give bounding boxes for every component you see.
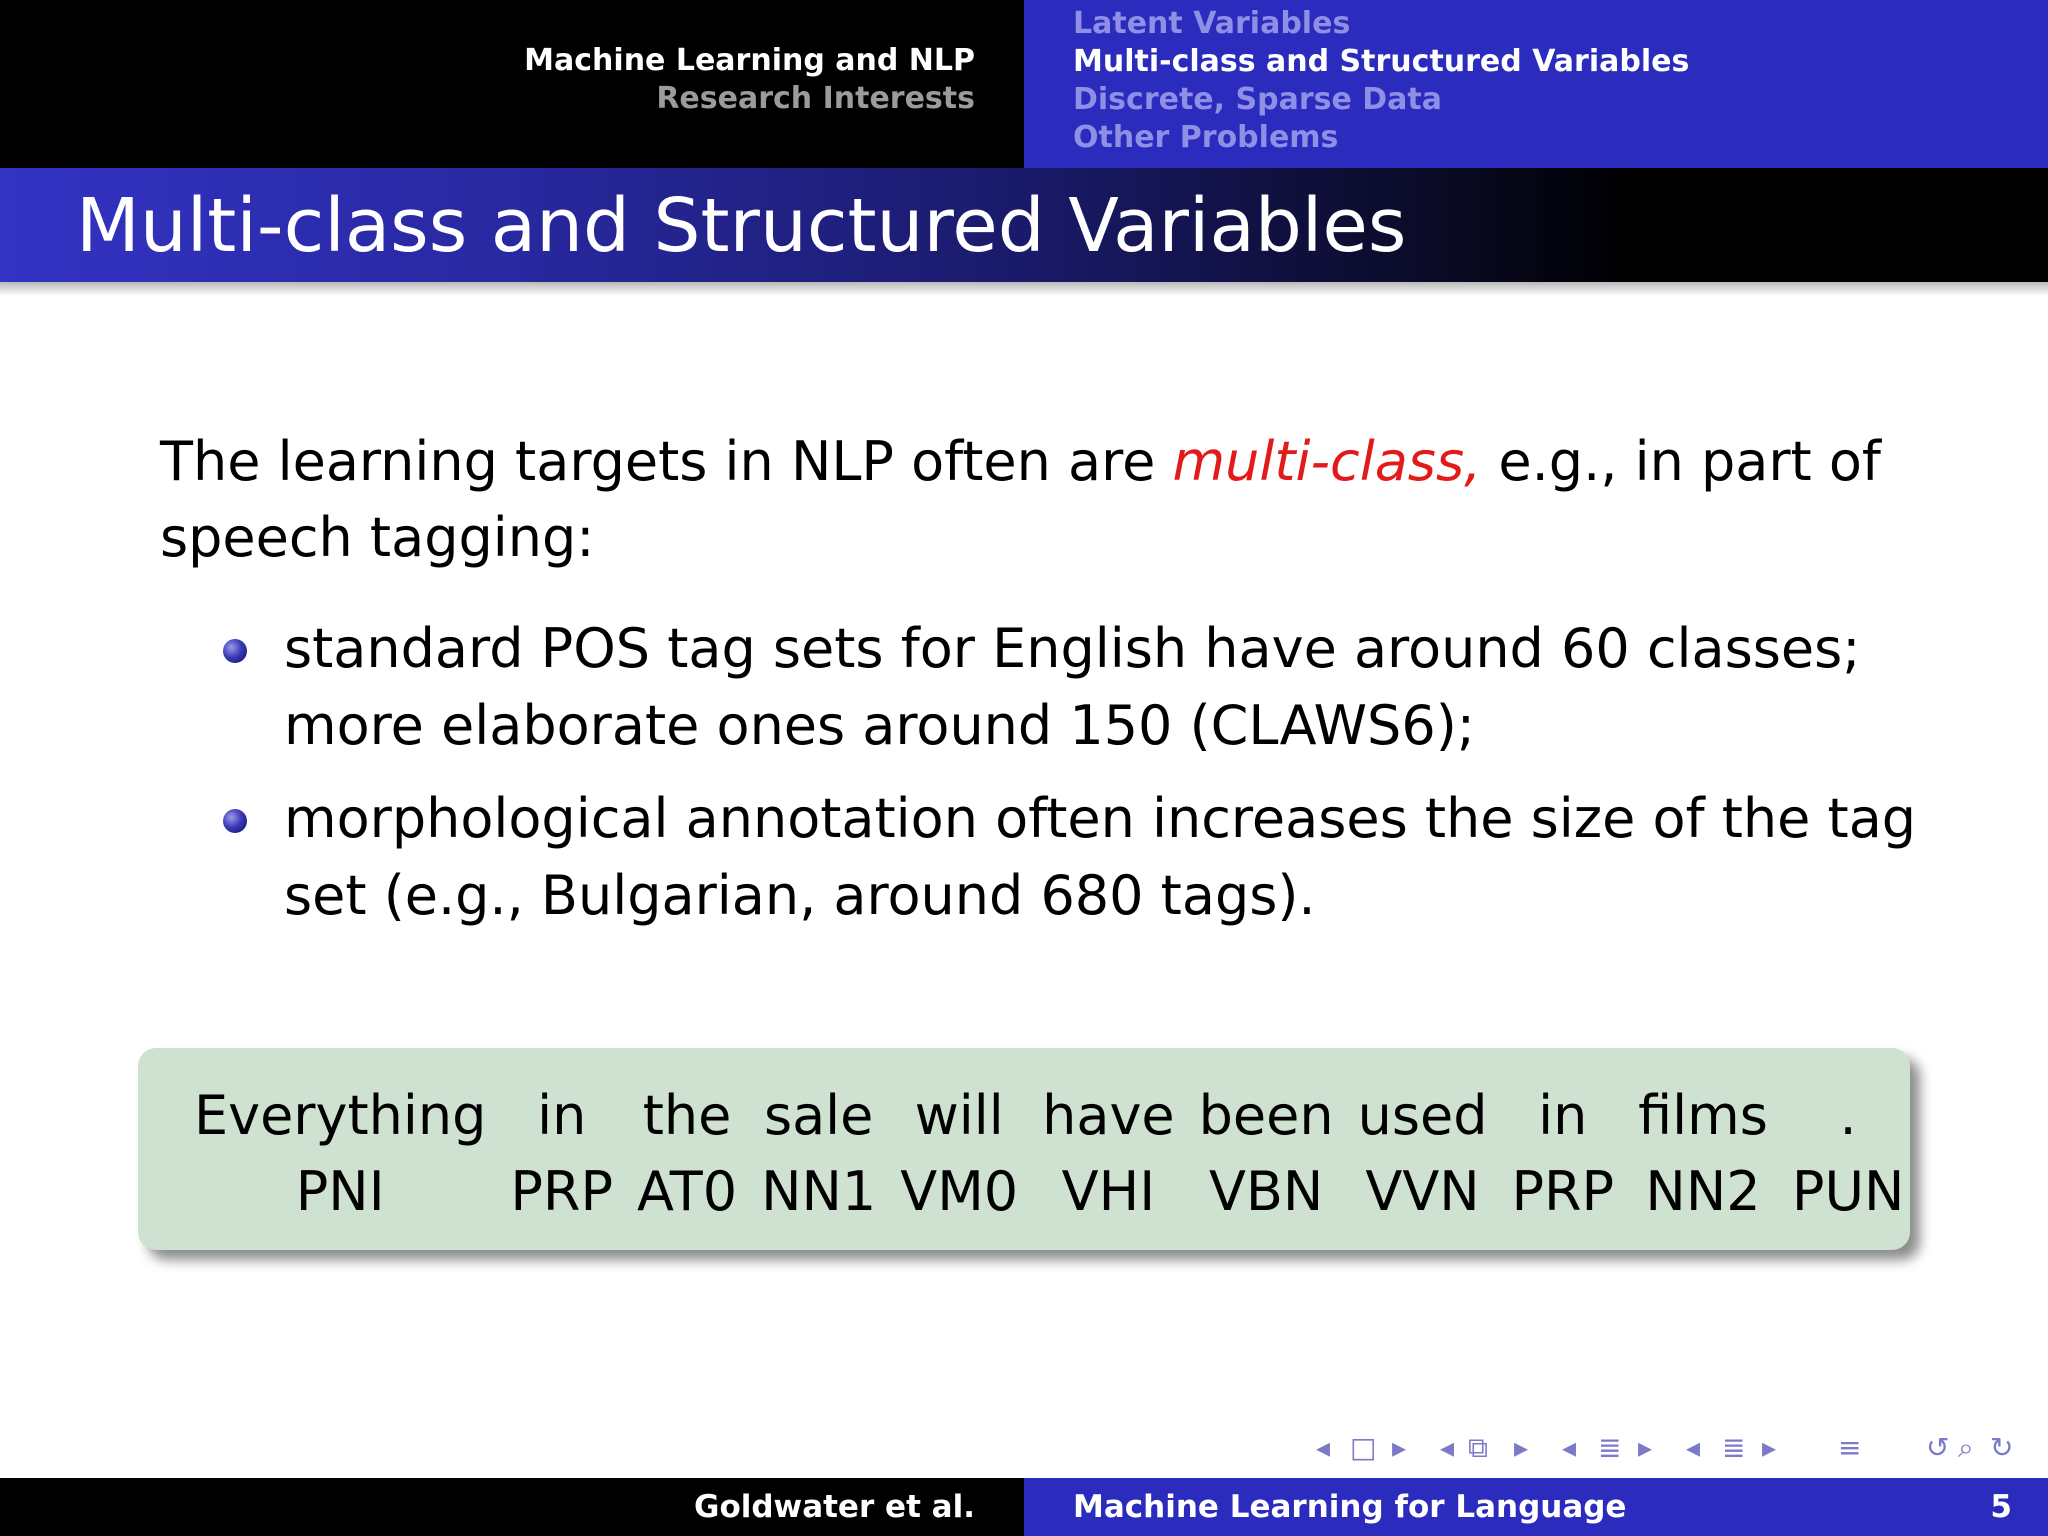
top-header (0, 0, 2048, 168)
word-cell: Everything (194, 1084, 487, 1147)
section-icon[interactable]: ≣ (1722, 1431, 1746, 1464)
subsection-icon[interactable]: ≣ (1598, 1431, 1622, 1464)
word-cell: the (642, 1084, 732, 1147)
tag-cell: AT0 (637, 1160, 738, 1223)
footer-title-panel (1024, 1478, 2048, 1536)
outline-item-multi-class[interactable]: Multi-class and Structured Variables (1073, 44, 1690, 79)
word-cell: will (914, 1084, 1004, 1147)
header-section-panel (0, 0, 1024, 168)
frame-icon[interactable]: □ (1350, 1431, 1377, 1464)
word-cell: films (1638, 1084, 1768, 1147)
search-icon[interactable]: ⌕ (1958, 1431, 1974, 1464)
intro-paragraph (160, 424, 1920, 576)
word-row (194, 1078, 1916, 1154)
tag-cell: VHI (1061, 1160, 1156, 1223)
tag-row (194, 1154, 1916, 1230)
slides-icon[interactable]: ⧉ (1468, 1431, 1488, 1464)
arrow-left-icon[interactable]: ◂ (1316, 1431, 1331, 1464)
word-cell: been (1198, 1084, 1334, 1147)
word-cell: have (1042, 1084, 1175, 1147)
title-shadow (0, 282, 2048, 296)
page-number: 5 (1990, 1489, 2012, 1525)
tag-cell: PRP (510, 1160, 614, 1223)
bullet-text: standard POS tag sets for English have around 60 classes; more elaborate ones around 150 (CLAWS6); (284, 617, 1861, 757)
tag-cell: NN1 (761, 1160, 877, 1223)
tag-cell: PNI (295, 1160, 385, 1223)
bullet-item (160, 780, 1920, 934)
forward-icon[interactable]: ↻ (1990, 1431, 2014, 1464)
arrow-left-icon[interactable]: ◂ (1440, 1431, 1455, 1464)
header-subsection-title[interactable]: Research Interests (656, 81, 975, 116)
tag-cell: PUN (1791, 1160, 1905, 1223)
footer-author-panel (0, 1478, 1024, 1536)
outline-item-discrete-sparse[interactable]: Discrete, Sparse Data (1073, 82, 1442, 117)
arrow-right-icon[interactable]: ▸ (1638, 1431, 1653, 1464)
example-block (138, 1048, 1910, 1250)
back-icon[interactable]: ↺ (1926, 1431, 1950, 1464)
header-section-title[interactable]: Machine Learning and NLP (524, 43, 975, 78)
intro-text-before: The learning targets in NLP often are (160, 430, 1173, 493)
footer (0, 1478, 2048, 1536)
bullet-list (160, 610, 1920, 950)
word-cell: . (1839, 1084, 1857, 1147)
outline-list (1073, 5, 1689, 157)
bullet-item (160, 610, 1920, 764)
tag-cell: VVN (1365, 1160, 1480, 1223)
beamer-navigation (1316, 1428, 2036, 1468)
frame-title-bar (0, 168, 2048, 282)
footer-author: Goldwater et al. (694, 1489, 975, 1525)
tag-cell: PRP (1511, 1160, 1615, 1223)
word-cell: sale (763, 1084, 874, 1147)
arrow-right-icon[interactable]: ▸ (1514, 1431, 1529, 1464)
word-cell: in (537, 1084, 587, 1147)
frame-title: Multi-class and Structured Variables (76, 183, 1407, 269)
header-outline-panel (1024, 0, 2048, 168)
arrow-right-icon[interactable]: ▸ (1762, 1431, 1777, 1464)
arrow-left-icon[interactable]: ◂ (1686, 1431, 1701, 1464)
align-icon[interactable]: ≡ (1838, 1431, 1862, 1464)
intro-emphasis: multi-class, (1172, 430, 1482, 493)
tag-cell: VBN (1208, 1160, 1324, 1223)
outline-item-latent-variables[interactable]: Latent Variables (1073, 6, 1351, 41)
arrow-right-icon[interactable]: ▸ (1392, 1431, 1407, 1464)
outline-item-other-problems[interactable]: Other Problems (1073, 120, 1339, 155)
bullet-ball-icon (223, 809, 247, 833)
footer-talk-title: Machine Learning for Language (1073, 1489, 1627, 1525)
intro-text-after: e.g., in part of speech tagging: (160, 430, 1881, 569)
bullet-text: morphological annotation often increases the size of the tag set (e.g., Bulgarian, around 680 tags). (284, 787, 1917, 927)
arrow-left-icon[interactable]: ◂ (1562, 1431, 1577, 1464)
tag-cell: NN2 (1645, 1160, 1761, 1223)
bullet-ball-icon (223, 639, 247, 663)
pos-tag-table (194, 1078, 1916, 1230)
tag-cell: VM0 (900, 1160, 1019, 1223)
word-cell: in (1538, 1084, 1588, 1147)
word-cell: used (1357, 1084, 1488, 1147)
